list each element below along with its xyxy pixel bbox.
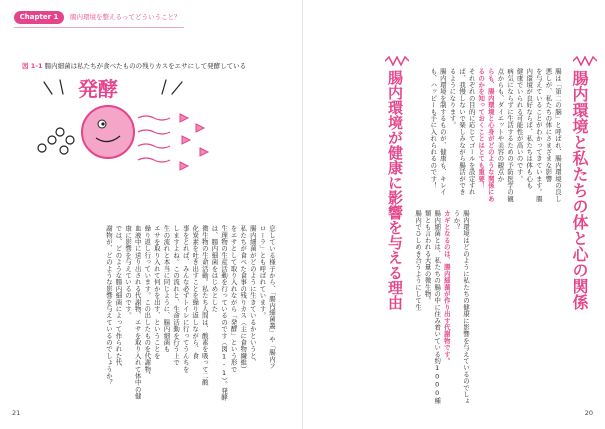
body-line: ローラ」とも呼ばれています。 [258, 225, 267, 319]
body-line: 腸内細菌がどのように生きているかというと、 [248, 225, 257, 366]
page-number: 20 [584, 409, 593, 417]
figure-number: 図 1-1 [22, 62, 43, 70]
body-line: 病気にならずに生活するための予防医学の観点からも、ダイエットや美容の観点か [496, 68, 515, 202]
body-line: 私たちが食べた食事の残りカス（主に食物繊維） [239, 225, 248, 373]
body-line: 生の流れと本当に同じように、腸内細菌も [162, 225, 171, 353]
left-body-text [36, 225, 276, 405]
highlight-line: らも、腸内環境と心身がどのような関係にあるのかを知っておくことはとても重要！ [477, 68, 495, 202]
figure-label [22, 62, 246, 71]
body-line: エサを取り入れて何かを出す、ということを [152, 225, 161, 359]
chapter-badge: Chapter 1 [14, 11, 64, 24]
body-line: 生理物の生産活動を行っているのです（図1-1）。発酵は、腸内細菌をはじめとした [210, 225, 229, 401]
body-line: 息している様子から、「腸内細菌叢」や「腸内フ [268, 225, 276, 370]
body-line: 健康でいられる可能性が高いのです。 [515, 68, 524, 182]
metabolite-arrows-icon [138, 116, 170, 162]
body-line: 謝物が、どのような影響を与えているのでしょうか？ [104, 225, 113, 386]
body-line: 血液中に送り出される代謝物、エサを取り入れて体中の健康に影響を与えているのです。 [124, 225, 142, 400]
body-line: では、どのような腸内細菌によって作られた代 [114, 225, 123, 366]
body-line: それぞれの目的に応じてゴールを設定すれば、我慢しないで楽しみながら腸活ができ [458, 68, 476, 196]
section-heading-body-mind: 腸内環境と私たちの体と心の関係 [570, 70, 589, 310]
body-line: 腸内細菌とは、私たちの腸の中に住み着いている約1000種類とも言われる大量の微生物。 [423, 210, 442, 404]
left-page [0, 0, 302, 429]
page-number: 21 [12, 409, 21, 417]
body-line: 腸は「第二の脳」と呼ばれ、腸内環境の良し悪しが、私たちの体にさまざまな影響 [544, 68, 562, 202]
fermentation-illustration [30, 74, 220, 194]
body-line: 化炭素を吐き出すことを繰り返しながら、食 [191, 225, 200, 359]
body-line: 腸内でひしめき合うようにして生 [414, 210, 423, 311]
chapter-title: 腸内環境を整えるってどういうこと？ [70, 13, 181, 21]
body-line: 腸内環境はどのように私たちの健康に影響を与えているのでしょうか？ [452, 210, 470, 405]
heading1-zigzag-icon [573, 56, 597, 66]
body-line: 事をとれば、みんな必ずトイレに行ってうんちを [181, 225, 190, 373]
body-line: 繰り返し行っています。この出したものを代謝物、 [143, 225, 152, 380]
food-particles-icon [38, 128, 74, 154]
right-bottom-text [330, 210, 470, 408]
heading2-zigzag-icon [385, 56, 409, 66]
body-line: るようになります。 [448, 68, 457, 129]
bacterium-icon [82, 106, 134, 158]
right-top-text [392, 68, 562, 208]
body-line: 微生物の生命活動。私たち人間は、酸素を吸って二酸 [200, 225, 209, 386]
metabolite-particles-icon [180, 114, 208, 170]
highlight-line: カギとなるのは、腸内細菌が作り出す代謝物です。 [442, 210, 451, 365]
body-line: を与えていることがわかってきています。腸内環境が良好ならば、私たちは体も心も [525, 68, 543, 202]
chapter-divider [14, 27, 184, 28]
body-line: 腸内環境を制するものが、健康も、キレイも、ハッピーも手に入れられるのです！ [429, 68, 447, 196]
body-line: をエサとして取り入れながら「発酵」という形で [229, 225, 238, 373]
fermentation-word: 発酵 [78, 77, 118, 101]
section-heading-health-reason: 腸内環境が健康に影響を与える理由 [386, 70, 404, 310]
figure-caption: 腸内細菌は私たちが食べたものの残りカスをエサにして発酵している [44, 62, 247, 70]
body-line: しますよね。この流れと、生命活動を行う上で [172, 225, 181, 366]
